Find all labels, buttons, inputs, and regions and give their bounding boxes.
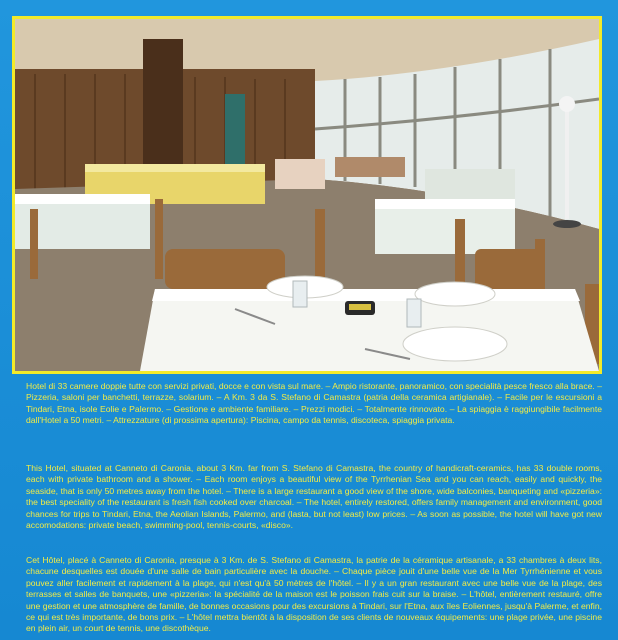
description-italian: Hotel di 33 camere doppie tutte con servizi privati, docce e con vista sul mare. – Ampio ristorante, panoramico, con specialità pesce fresco alla brace. – Pizzeria, saloni per banchetti, terrazze, solarium. – A Km. 3 da S. Stefano di Camastra (patria della ceramica artigianale). – Facile per le escursioni a Tindari, Etna, isole Eolie e Palermo. – Gestione e ambiente familiare. – Prezzi modici. – Totalmente rinnovato. – La spiaggia è raggiungibile facilmente dall'Hotel a 50 metri. – Attrezzature (di prossima apertura): Piscina, campo da tennis, discoteca, spiaggia privata. xyxy=(26,381,602,426)
description-english: This Hotel, situated at Canneto di Caronia, about 3 Km. far from S. Stefano di Camastra, the country of handicraft-ceramics, has 33 double rooms, each with private bathroom and a shower. – Each room enjoys a beautiful view of the Tyrrhenian Sea and you can reach, easily and quickly, the seaside, that is only 50 metres away from the hotel. – There is a large restaurant a good view of the shore, wide balconies, banqueting and «pizzeria»: the best speciality of the restaurant is fresh fish cooked over charcoal. – The hotel, entirely restored, offers family management and environment, good chances for trips to Tindari, Etna, the Aeolian Islands, Palermo, and (lasta, but not least) low prices. – As soon as possible, the hotel will have got new accomodations: private beach, swimming-pool, tennis-courts, «disco». xyxy=(26,463,602,531)
restaurant-photo-illustration xyxy=(15,19,599,371)
description-french: Cet Hôtel, placé à Canneto di Caronia, presque à 3 Km. de S. Stefano di Camastra, la patrie de la céramique artisanale, a 33 chambres à deux lits, chacune desquelles est douée d'une salle de bain particulière avec la douche. – Chaque pièce jouit d'une belle vue de la Mer Tyrrhénienne et vous pouvez aller facilement et rapidement à la plage, qui n'est qu'à 50 mètres de l'hôtel. – Il y a un gran restaurant avec une belle vue de la plage, des terrasses et salles de banquets, une «pizzeria»: la spécialité de la maison est le poisson frais cuit sur la braise. – L'hôtel, entièrement restauré, offre une gestion et une atmosphère de famille, de bonnes occasions pour des excursions à Tindari, sur l'Etna, aux îles Eoliennes, jusqu'à Palerme, et enfin, ce qui est très importante, de bons prix. – L'hôtel mettra bientôt à la disposition de ses clients de nouveaux équipements: une plage privée, une piscine en plein air, un court de tennis, une discothèque. xyxy=(26,555,602,634)
restaurant-photo xyxy=(12,16,602,374)
